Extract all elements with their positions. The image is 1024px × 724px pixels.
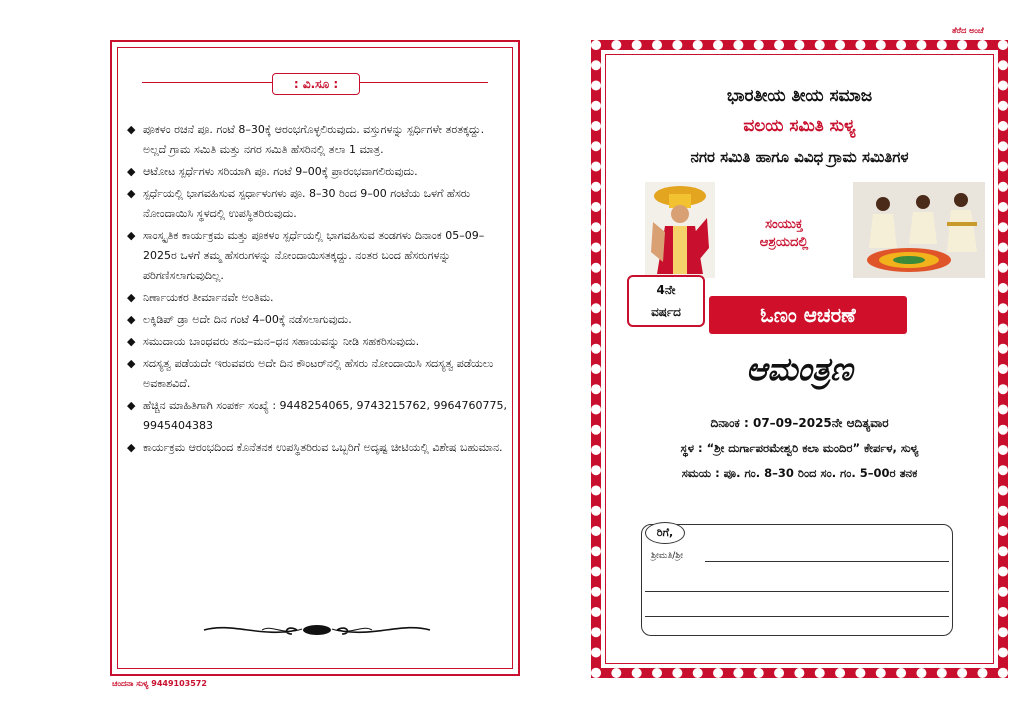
note-text: ಹೆಚ್ಚಿನ ಮಾಹಿತಿಗಾಗಿ ಸಂಪರ್ಕ ಸಂಖ್ಯೆ : 9448254065, 9743215762, 9964760775, 9945404383 — [143, 399, 507, 432]
note-item — [127, 332, 507, 352]
address-line[interactable] — [645, 591, 949, 592]
jointly-organized — [729, 216, 839, 252]
diamond-bullet-icon: ◆ — [127, 335, 136, 348]
pookalam-photo-icon — [853, 182, 985, 278]
diamond-bullet-icon: ◆ — [127, 313, 136, 326]
note-item — [127, 162, 507, 182]
note-text: ಕಾರ್ಯಕ್ರಮ ಆರಂಭದಿಂದ ಕೊನೆತನಕ ಉಪಸ್ಥಿತರಿರುವ ಒಬ್ಬರಿಗೆ ಅದೃಷ್ಟ ಚೀಟಿಯಲ್ಲಿ ವಿಶೇಷ ಬಹುಮಾನ. — [143, 441, 503, 454]
onam-celebration-banner: ಓಣಂ ಆಚರಣೆ — [709, 296, 907, 334]
instructions-panel — [110, 40, 520, 676]
invitation-card — [591, 40, 1008, 678]
address-line[interactable] — [645, 616, 949, 617]
samyukta-line-2: ಆಶ್ರಯದಲ್ಲಿ — [759, 235, 809, 250]
diamond-bullet-icon: ◆ — [127, 187, 136, 200]
note-text: ನಿರ್ಣಾಯಕರ ತೀರ್ಮಾನವೇ ಅಂತಿಮ. — [143, 291, 274, 304]
year-number: 4ನೇ — [656, 283, 676, 297]
event-date: ದಿನಾಂಕ : 07–09–2025ನೇ ಆದಿತ್ಯವಾರ — [710, 416, 889, 430]
diamond-bullet-icon: ◆ — [127, 229, 136, 242]
notes-header: : ವಿ.ಸೂ : — [272, 73, 360, 95]
note-text: ಪೂಕಳಂ ರಚನೆ ಪೂ. ಗಂಟೆ 8–30ಕ್ಕೆ ಆರಂಭಗೊಳ್ಳಲಿರುವುದು. ವಸ್ತುಗಳನ್ನು ಸ್ಪರ್ಧಿಗಳೇ ತರತಕ್ಕದ್ದು. ಅಲ್ಲದೆ ಗ್ರಾಮ ಸಮಿತಿ ಮತ್ತು ನಗರ ಸಮಿತಿ ಹೆಸರಿನಲ್ಲಿ ತಲಾ 1 ಮಾತ್ರ. — [143, 123, 485, 156]
sub-committees: ನಗರ ಸಮಿತಿ ಹಾಗೂ ವಿವಿಧ ಗ್ರಾಮ ಸಮಿತಿಗಳ — [690, 148, 909, 166]
note-item — [127, 396, 507, 436]
year-word: ವರ್ಷದ — [651, 305, 681, 319]
diamond-bullet-icon: ◆ — [127, 123, 136, 136]
note-item — [127, 438, 507, 458]
samyukta-line-1: ಸಂಯುಕ್ತ — [765, 217, 803, 232]
diamond-bullet-icon: ◆ — [127, 399, 136, 412]
notes-list — [127, 120, 507, 460]
event-time: ಸಮಯ : ಪೂ. ಗಂ. 8–30 ರಿಂದ ಸಂ. ಗಂ. 5–00ರ ತನಕ — [681, 466, 918, 480]
event-venue: ಸ್ಥಳ : “ಶ್ರೀ ದುರ್ಗಾಪರಮೇಶ್ವರಿ ಕಲಾ ಮಂದಿರ” ಕೇರ್ಪಳ, ಸುಳ್ಯ — [680, 441, 919, 455]
committee-name: ವಲಯ ಸಮಿತಿ ಸುಳ್ಯ — [743, 116, 856, 136]
diamond-bullet-icon: ◆ — [127, 165, 136, 178]
to-label: ರಿಗೆ, — [645, 522, 685, 544]
note-text: ಸಮುದಾಯ ಬಾಂಧವರು ತನು–ಮನ–ಧನ ಸಹಾಯವನ್ನು ನೀಡಿ ಸಹಕರಿಸುವುದು. — [143, 335, 420, 348]
open-post-label: ತೆರೆದ ಅಂಚೆ — [952, 26, 984, 35]
address-box — [641, 524, 953, 636]
diamond-bullet-icon: ◆ — [127, 357, 136, 370]
note-item — [127, 288, 507, 308]
mahabali-illustration-icon — [645, 182, 715, 278]
note-item — [127, 354, 507, 394]
year-badge — [627, 275, 705, 327]
note-text: ಆಟೋಟ ಸ್ಪರ್ಧೆಗಳು ಸರಿಯಾಗಿ ಪೂ. ಗಂಟೆ 9–00ಕ್ಕೆ ಪ್ರಾರಂಭವಾಗಲಿರುವುದು. — [143, 165, 418, 178]
organization-title: ಭಾರತೀಯ ತೀಯ ಸಮಾಜ — [726, 86, 873, 106]
addressee-label: ಶ್ರೀಮತಿ/ಶ್ರೀ — [651, 551, 684, 561]
diamond-bullet-icon: ◆ — [127, 441, 136, 454]
note-item — [127, 226, 507, 286]
note-item — [127, 310, 507, 330]
note-item — [127, 120, 507, 160]
note-text: ಸಾಂಸ್ಕೃತಿಕ ಕಾರ್ಯಕ್ರಮ ಮತ್ತು ಪೂಕಳಂ ಸ್ಪರ್ಧೆಯಲ್ಲಿ ಭಾಗವಹಿಸುವ ತಂಡಗಳು ದಿನಾಂಕ 05–09–2025ರ ಒಳಗೆ ತಮ್ಮ ಹೆಸರುಗಳನ್ನು ನೋಂದಾಯಿಸತಕ್ಕದ್ದು. ನಂತರ ಬಂದ ಹೆಸರುಗಳನ್ನು ಪರಿಗಣಿಸಲಾಗುವುದಿಲ್ಲ. — [143, 229, 485, 282]
address-line[interactable] — [705, 561, 949, 562]
note-text: ಸ್ಪರ್ಧೆಯಲ್ಲಿ ಭಾಗವಹಿಸುವ ಸ್ಪರ್ಧಾಳುಗಳು ಪೂ. 8–30 ರಿಂದ 9–00 ಗಂಟೆಯ ಒಳಗೆ ಹೆಸರು ನೋಂದಾಯಿಸಿ ಸ್ಥಳದಲ್ಲಿ ಉಪಸ್ಥಿತರಿರುವುದು. — [143, 187, 471, 220]
printer-credit: ಚಂದನಾ ಸುಳ್ಯ 9449103572 — [112, 679, 207, 688]
note-text: ಸದಸ್ಯತ್ವ ಪಡೆಯದೇ ಇರುವವರು ಅದೇ ದಿನ ಕೌಂಟರ್‌ನಲ್ಲಿ ಹೆಸರು ನೋಂದಾಯಿಸಿ ಸದಸ್ಯತ್ವ ಪಡೆಯಲು ಅವಕಾಶವಿದೆ. — [143, 357, 494, 390]
invitation-heading: ಆಮಂತ್ರಣ — [746, 350, 853, 388]
note-text: ಲಕ್ಕಿಡಿಪ್ ಡ್ರಾ ಅದೇ ದಿನ ಗಂಟೆ 4–00ಕ್ಕೆ ನಡೆಸಲಾಗುವುದು. — [143, 313, 352, 326]
diamond-bullet-icon: ◆ — [127, 291, 136, 304]
note-item — [127, 184, 507, 224]
flourish-ornament-icon — [202, 620, 432, 640]
